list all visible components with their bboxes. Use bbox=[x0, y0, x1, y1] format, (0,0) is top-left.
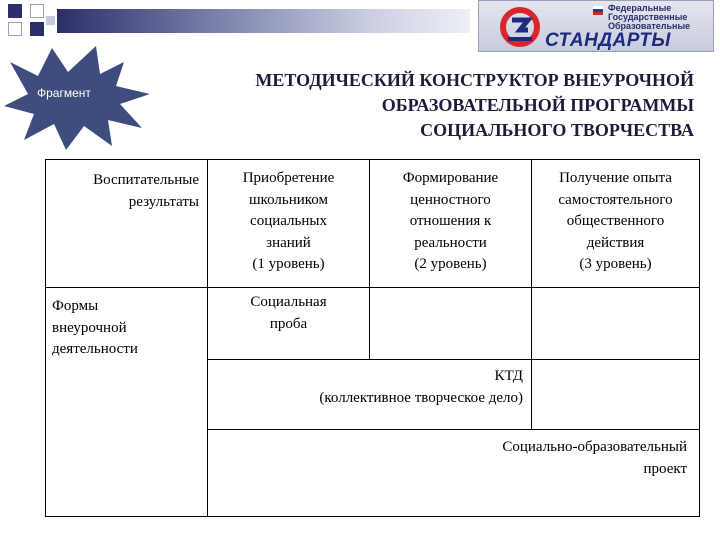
logo-line-3: Образовательные bbox=[608, 21, 691, 31]
decor-square-1 bbox=[8, 4, 22, 18]
cell-level-3: Получение опыта самостоятельного общественного действия (3 уровень) bbox=[532, 160, 700, 288]
decor-square-5 bbox=[46, 16, 55, 25]
cell-ktd: КТД (коллективное творческое дело) bbox=[208, 360, 532, 430]
cell-empty-level-3 bbox=[532, 288, 700, 360]
cell-educational-results: Воспитательные результаты bbox=[46, 160, 208, 288]
cell-social-project: Социально-образовательный проект bbox=[208, 430, 700, 517]
cell-level-2: Формирование ценностного отношения к реальности (2 уровень) bbox=[370, 160, 532, 288]
decor-square-2 bbox=[30, 4, 44, 18]
russian-flag-icon bbox=[593, 6, 603, 15]
decor-square-3 bbox=[8, 22, 22, 36]
logo-small-text bbox=[608, 4, 708, 31]
page-title bbox=[174, 68, 694, 143]
title-line-3: СОЦИАЛЬНОГО ТВОРЧЕСТВА bbox=[420, 120, 694, 140]
decor-square-4 bbox=[30, 22, 44, 36]
header-gradient-bar bbox=[57, 9, 470, 33]
logo-big-text: СТАНДАРТЫ bbox=[545, 30, 671, 51]
cell-level-1: Приобретение школьником социальных знаний (1 уровень) bbox=[208, 160, 370, 288]
fragment-label: Фрагмент bbox=[37, 86, 91, 100]
cell-activity-forms: Формы внеурочной деятельности bbox=[46, 288, 208, 517]
title-line-2: ОБРАЗОВАТЕЛЬНОЙ ПРОГРАММЫ bbox=[381, 95, 694, 115]
cell-social-trial: Социальная проба bbox=[208, 288, 370, 360]
title-line-1: МЕТОДИЧЕСКИЙ КОНСТРУКТОР ВНЕУРОЧНОЙ bbox=[255, 70, 694, 90]
fgos-logo-icon bbox=[498, 6, 542, 48]
constructor-table bbox=[45, 159, 700, 517]
cell-empty-level-2 bbox=[370, 288, 532, 360]
logo-line-2: Государственные bbox=[608, 12, 688, 22]
cell-empty-ktd-level-3 bbox=[532, 360, 700, 430]
logo-line-1: Федеральные bbox=[608, 3, 672, 13]
